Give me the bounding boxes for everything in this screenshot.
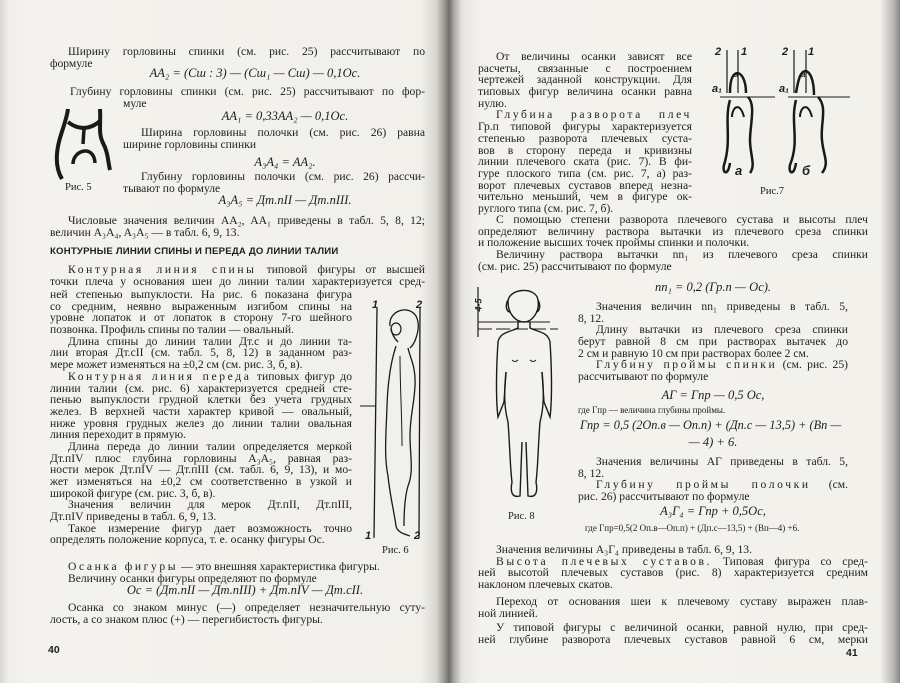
paragraph: [578, 479, 848, 502]
text-run: — это внешняя характеристика фигуры.: [178, 560, 380, 573]
figure-6-profile-drawing: [360, 296, 430, 546]
paragraph: [578, 301, 848, 324]
text-line: пенью выпуклости грудной клетки без учета грудных: [50, 393, 352, 407]
text-line: 2 см и равную 10 см при растворах более 2 см.: [578, 346, 809, 360]
figure-7a-line-1-label: 1: [741, 46, 748, 58]
text-line: Ширину горловины спинки (см. рис. 25) рассчитывают по: [68, 45, 425, 58]
text-line: и положение высших точек проймы спинки и полочки.: [478, 236, 750, 250]
paragraph: [50, 371, 352, 441]
paragraph: [478, 622, 868, 645]
figure-7b-point-a1: a₁: [779, 83, 789, 95]
paragraph: [478, 109, 692, 214]
paragraph: [50, 499, 352, 522]
text-line: ности мерок Дт.пIV — Дт.пIII (см. табл. 6, 9, 13), и мо-: [50, 463, 352, 477]
text-line: (см. рис. 25) рассчитывают по формуле: [478, 259, 672, 273]
text-line: Значения величин nn₁ приведены в табл. 5,: [596, 300, 848, 313]
figure-7a-point-a1: a₁: [712, 83, 722, 95]
figure-7b-point-a: a: [801, 70, 806, 79]
formula-note-gpr-2: где Гпр=0,5(2 Оп.в—Оп.п) + (Дп.с—13,5) + (Вп—4) +6.: [585, 523, 800, 533]
text-line: уровне лопаток и от лопаток в сторону 7-го шейного: [50, 311, 352, 325]
text-line: Дт.пIV приведены в табл. 6, 9, 13.: [50, 510, 217, 524]
text-line: [50, 264, 425, 276]
text-line: чительно меньший, чем в фигуре ок-: [478, 190, 692, 204]
formula-nn1: nn₁ = 0,2 (Гр.п — Oc).: [654, 280, 772, 294]
text-line: ворот плечевых суставов вперед незна-: [478, 178, 692, 192]
paragraph-neck-depth-front: [123, 171, 425, 194]
paragraph-neck-width-front: [123, 127, 425, 150]
paragraph: [50, 264, 425, 287]
spaced-emphasis-text: Контурная линия переда: [68, 369, 252, 383]
spaced-emphasis-text: Глубину проймы спинки: [596, 358, 778, 372]
text-line: определяют величину раствора вытачки из плечевого среза спинки: [478, 224, 868, 238]
figure-7a-letter: а: [735, 163, 743, 178]
text-line: лость, а со знаком плюс (+) — перегибистость фигуры.: [50, 612, 323, 626]
figure-5-caption: Рис. 5: [65, 182, 92, 193]
column-narrow-text: [50, 289, 352, 546]
paragraph-typical-figure: [478, 622, 868, 645]
text-line: Длина переда до линии талии определяется меркой: [68, 439, 352, 453]
paragraph: [50, 289, 352, 336]
text-line: Числовые значения величин AA₂, AA₁ приведены в табл. 5, 8, 12;: [68, 214, 425, 227]
text-line: наклоном плечевых скатов.: [478, 578, 613, 592]
paragraph: [50, 561, 425, 573]
spaced-emphasis-text: Осанка фигуры: [68, 560, 179, 573]
figure-6-line-2-top: 2: [416, 299, 423, 311]
text-line: гуре плоского типа (см. рис. 7, а) раз-: [478, 166, 692, 180]
text-run: типовой фигуры от высшей: [256, 263, 425, 276]
paragraph-shoulder-turn: [478, 51, 692, 215]
text-line: ниже уровня грудных желез до линии талии овальная: [50, 416, 352, 430]
text-line: величин A₃A₄, A₃A₅ — в табл. 6, 9, 13.: [50, 225, 240, 239]
formula-aa2: AA₂ = (Cш : 3) — (Cш₁ — Cш) — 0,1Oc.: [149, 66, 361, 80]
paragraph: [50, 336, 352, 371]
paragraph: [478, 556, 868, 591]
text-line: ней глубине разворота плечевых суставов равной 6 см, мерки: [478, 632, 868, 646]
section-heading: КОНТУРНЫЕ ЛИНИИ СПИНЫ И ПЕРЕДА ДО ЛИНИИ ТАЛИИ: [50, 246, 339, 257]
spaced-emphasis-text: Глубина разворота плеч: [496, 108, 692, 122]
paragraph: [478, 596, 868, 619]
text-line: жет изменяться на ±0,2 см соответственно в узкой и: [50, 475, 352, 488]
paragraph-shoulder-height: [478, 544, 868, 591]
paragraph: [50, 441, 352, 499]
paragraph: [123, 127, 425, 150]
page-number-left: 40: [48, 644, 60, 656]
figure-6-caption: Рис. 6: [382, 545, 409, 556]
text-line: лии вторая Дт.сII (см. табл. 5, 8, 12) в заданном раз-: [50, 346, 352, 360]
text-line: мере может изменяться на ±0,2 см (см. рис. 3, б, в).: [50, 358, 303, 372]
text-run: Типовая фигура со сред-: [712, 554, 869, 568]
page-number-right: 41: [846, 647, 858, 659]
text-line: формуле: [50, 56, 93, 70]
text-line: У типовой фигуры с величиной осанки, равной нулю, при сред-: [496, 621, 868, 634]
figure-7-shoulder-drawings: [710, 45, 855, 175]
formula-ag: AГ = Гпр — 0,5 Oc,: [661, 388, 765, 402]
formula-posture: Oc = (Дт.пII — Дт.пIII) + Дт.пIV — Дт.сII.: [126, 583, 364, 597]
text-line: Длина спины до линии талии Дт.с и до линии та-: [68, 334, 352, 348]
text-line: линия переходит в прямую.: [50, 428, 187, 442]
text-line: 8, 12.: [578, 466, 605, 480]
formula-note-gpr: где Гпр — величина глубины проймы.: [578, 405, 726, 415]
text-line: со средним, неявно выраженным изгибом спины на: [50, 299, 352, 313]
formula-a3a5: A₃A₅ = Дт.пII — Дт.пIII.: [218, 193, 352, 207]
text-line: расчеты, связанные с построением: [478, 61, 692, 75]
figure-8-height-label: 4-5: [473, 298, 484, 312]
text-line: Такое измерение фигур дает возможность точно: [68, 521, 352, 535]
figure-7a-point-a: a: [734, 70, 739, 79]
paragraph-dart-values: [578, 301, 848, 383]
figure-7b-line-2-label: 2: [782, 46, 789, 58]
figure-7b-letter: б: [802, 163, 811, 178]
text-line: Величину осанки фигуры определяют по формуле: [68, 571, 317, 585]
text-line: [50, 371, 352, 383]
text-line: тывают по формуле: [123, 181, 221, 195]
spaced-emphasis-text: Контурная линия спины: [68, 263, 257, 276]
text-line: С помощью степени разворота плечевого сустава и высоты плеч: [496, 213, 868, 226]
text-line: Длину вытачки из плечевого среза спинки: [596, 323, 848, 337]
text-line: определять положение корпуса, т. е. осанку фигуры Ос.: [50, 533, 325, 547]
text-line: ней степенью выпуклости. На рис. 6 показана фигура: [50, 288, 352, 301]
figure-7a-line-2-label: 2: [715, 46, 722, 58]
text-line: Значения величин для мерок Дт.пII, Дт.пIII,: [68, 498, 352, 512]
text-run: типовых фигур до: [251, 369, 352, 383]
text-line: От величины осанки зависят все: [496, 50, 692, 63]
text-line: Значения величины A₃Г₄ приведены в табл. 6, 9, 13.: [496, 543, 752, 556]
text-line: 8, 12.: [578, 311, 605, 325]
paragraph: [123, 171, 425, 194]
text-run: (см. рис. 25): [777, 358, 848, 372]
text-line: типовых фигур величина осанки равна: [478, 85, 692, 99]
paragraph-posture: [50, 561, 425, 584]
figure-7-caption: Рис.7: [760, 186, 784, 197]
spaced-emphasis-text: Глубину проймы полочки: [596, 478, 811, 492]
text-line: Дт.пIV плюс глубина горловины A₃A₅, равная раз-: [50, 451, 352, 465]
paragraph-neck-transition: [478, 596, 868, 619]
text-line: рассчитывают по формуле: [578, 370, 709, 384]
text-line: степенью разворота плечевых суста-: [478, 131, 692, 145]
text-run: (см.: [810, 478, 848, 492]
text-line: линии плечевого ската (рис. 7). В фи-: [478, 155, 692, 169]
paragraph-armhole-front: [578, 456, 848, 503]
formula-gpr-line-1: Гпр = 0,5 (2Оп.в — Оп.п) + (Дп.с — 13,5) + (Вп —: [580, 418, 842, 432]
paragraph-back-contour: [50, 264, 425, 287]
figure-5-neck-drawing: [52, 106, 114, 182]
text-line: ней высотой плечевых суставов (рис. 8) характеризуется средним: [478, 566, 868, 580]
text-line: руглого типа (см. рис. 7, б).: [478, 201, 614, 215]
formula-aa1: AA₁ = 0,33AA₂ — 0,1Oc.: [221, 109, 349, 123]
paragraph-numeric-values: [50, 215, 425, 238]
text-line: вов в сторону переда и кривизны: [478, 143, 692, 157]
paragraph: [50, 215, 425, 238]
formula-gpr-line-2: — 4) + 6.: [688, 435, 738, 449]
spaced-emphasis-text: Высота плечевых суставов.: [496, 554, 713, 568]
figure-6-line-2-bottom: 2: [414, 530, 421, 542]
text-line: желез. В верхней части характер кривой — овальный,: [50, 404, 352, 418]
text-line: Глубину горловины полочки (см. рис. 26) рассчи-: [141, 170, 425, 183]
text-line: Осанка со знаком минус (—) определяет незначительную суту-: [68, 601, 425, 614]
text-line: Величину раствора вытачки nn₁ из плечевого среза спинки: [496, 248, 868, 262]
text-line: Глубину горловины спинки (см. рис. 25) рассчитывают по фор-: [70, 85, 425, 98]
paragraph-neck-depth-back: [50, 86, 425, 98]
paragraph: [50, 602, 425, 625]
formula-a3g4: A₃Г₄ = Гпр + 0,5Oc,: [660, 504, 766, 518]
text-line: рис. 26) рассчитывают по формуле: [578, 490, 750, 504]
text-line: широкой фигуре (см. рис. 3, б, в).: [50, 486, 216, 500]
text-line: чертежей заданной конструкции. Для: [478, 73, 692, 87]
paragraph: [478, 214, 868, 249]
text-line: Переход от основания шеи к плечевому суставу выражен плав-: [496, 595, 868, 608]
text-line: [50, 561, 425, 573]
text-line: ной линией.: [478, 606, 538, 620]
text-line: нулю.: [478, 96, 507, 110]
text-line: берут равной 8 см при растворах вытачек до: [578, 335, 848, 349]
figure-7b-line-1-label: 1: [808, 46, 815, 58]
paragraph: [478, 51, 692, 109]
paragraph: [478, 249, 868, 272]
figure-6-line-1-top: 1: [372, 299, 379, 311]
formula-a3a4: A₃A₄ = AA₂.: [254, 155, 316, 169]
text-line: позвонка. Профиль спины по талии — овальный.: [50, 323, 294, 337]
paragraph-dart-opening: [478, 214, 868, 272]
text-line: линии талии (см. рис. 6) характеризуется средней сте-: [50, 381, 352, 395]
text-line: муле: [123, 97, 147, 110]
text-line: ширине горловины спинки: [123, 137, 257, 151]
paragraph: [578, 456, 848, 479]
figure-8-caption: Рис. 8: [508, 511, 535, 522]
figure-6-line-1-bottom: 1: [365, 530, 372, 542]
paragraph-posture-sign: [50, 602, 425, 625]
text-line: Значения величины AГ приведены в табл. 5,: [596, 455, 848, 468]
paragraph: [50, 523, 352, 546]
text-line: Гр.п типовой фигуры характеризуется: [478, 120, 692, 134]
paragraph: [578, 324, 848, 359]
text-line: Ширина горловины полочки (см. рис. 26) равна: [141, 126, 425, 139]
text-line: точки плеча у основания шеи до линии талии характеризуется сред-: [50, 274, 425, 288]
paragraph: [578, 359, 848, 382]
